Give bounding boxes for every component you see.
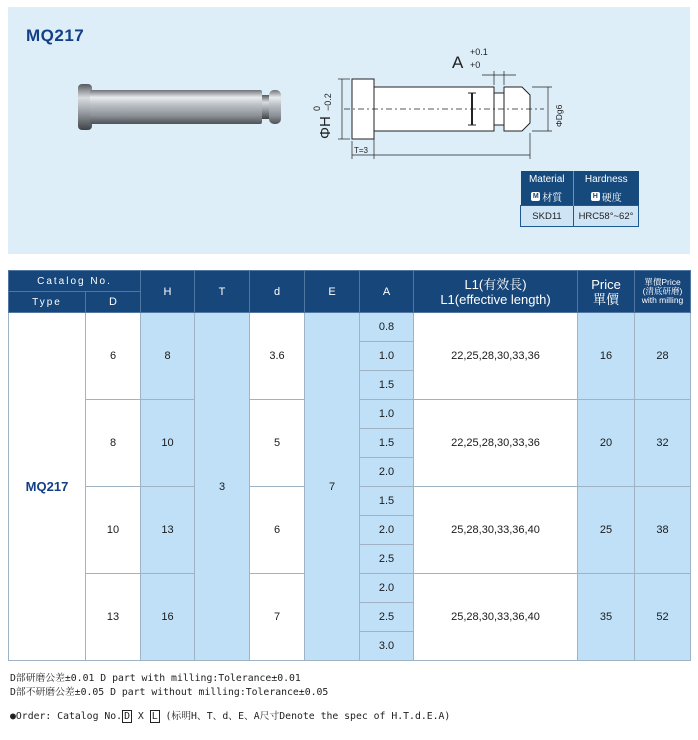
spec-table-body — [9, 313, 691, 661]
dim-t-label: T=3 — [354, 146, 369, 155]
material-badge-icon: M — [532, 193, 539, 200]
order-instruction — [10, 708, 450, 723]
tolerance-note-milling: D部研磨公差±0.01 D part with milling:Tolerance±0.01 — [10, 673, 301, 684]
l1-header-en: L1(effective length) — [440, 291, 551, 307]
product-photo — [62, 71, 292, 141]
type-cell: MQ217 — [9, 313, 86, 661]
a-cell: 0.8 — [360, 313, 414, 342]
order-x: X — [137, 711, 144, 722]
a-header: A — [360, 271, 414, 313]
order-suffix: (标明H、T、d、E、A尺寸Denote the spec of H.T.d.E.A) — [165, 711, 451, 722]
dim-h-label: ΦH — [317, 116, 334, 139]
price-header-cn: 單價 — [592, 291, 619, 307]
material-header-cn — [521, 188, 574, 206]
price-header-en: Price — [591, 276, 621, 292]
product-header-panel — [8, 7, 690, 254]
a-cell: 1.5 — [360, 429, 414, 458]
d-upper-header: D — [86, 292, 141, 313]
a-cell: 1.5 — [360, 487, 414, 516]
type-header: Type — [9, 292, 86, 313]
h-cell: 16 — [141, 574, 195, 661]
h-cell: 8 — [141, 313, 195, 400]
material-value: SKD11 — [521, 206, 574, 227]
a-cell: 2.0 — [360, 516, 414, 545]
l1-cell: 25,28,30,33,36,40 — [414, 574, 578, 661]
h-cell: 13 — [141, 487, 195, 574]
a-cell: 3.0 — [360, 632, 414, 661]
dimension-drawing — [304, 35, 594, 171]
price-milling-header-3: with milling — [641, 295, 684, 305]
price-milling-header-1: 單價Price — [644, 277, 681, 287]
l1-cell: 22,25,28,30,33,36 — [414, 313, 578, 400]
t-header: T — [195, 271, 250, 313]
hardness-badge-icon: H — [592, 193, 598, 200]
a-cell: 2.5 — [360, 545, 414, 574]
dim-d-label: ΦDg6 — [554, 104, 564, 127]
t-cell: 3 — [195, 313, 250, 661]
a-cell: 1.5 — [360, 371, 414, 400]
price-cell: 25 — [578, 487, 635, 574]
price-header — [578, 271, 635, 313]
dim-h-upper: 0 — [312, 105, 322, 111]
spec-table — [8, 270, 691, 661]
hardness-value: HRC58°~62° — [574, 206, 639, 227]
l1-header-cn: L1(有效長) — [464, 276, 527, 292]
l1-cell: 22,25,28,30,33,36 — [414, 400, 578, 487]
catalog-no-header: Catalog No. — [9, 271, 141, 292]
tolerance-notes — [10, 672, 328, 700]
dim-a-upper: +0.1 — [470, 47, 488, 57]
price-cell: 16 — [578, 313, 635, 400]
a-cell: 2.0 — [360, 574, 414, 603]
order-prefix: ●Order: Catalog No. — [10, 711, 123, 722]
model-title: MQ217 — [26, 26, 85, 45]
order-l-box: L — [151, 711, 158, 722]
d-cell: 10 — [86, 487, 141, 574]
d-lower-header: d — [250, 271, 305, 313]
hardness-header-cn — [574, 188, 639, 206]
table-row — [9, 313, 691, 342]
material-header-en: Material — [521, 171, 574, 188]
material-table — [520, 171, 639, 227]
h-header: H — [141, 271, 195, 313]
order-d-box: D — [124, 711, 130, 722]
price-milling-cell: 32 — [635, 400, 691, 487]
a-cell: 2.5 — [360, 603, 414, 632]
a-cell: 2.0 — [360, 458, 414, 487]
price-milling-cell: 28 — [635, 313, 691, 400]
price-cell: 35 — [578, 574, 635, 661]
e-header: E — [305, 271, 360, 313]
l1-header — [414, 271, 578, 313]
a-cell: 1.0 — [360, 400, 414, 429]
hardness-header-cn-text: 硬度 — [601, 193, 622, 204]
price-milling-cell: 52 — [635, 574, 691, 661]
d-lower-cell: 3.6 — [250, 313, 305, 400]
dim-a-lower: +0 — [470, 60, 481, 70]
material-header-cn-text: 材質 — [542, 193, 563, 204]
price-milling-cell: 38 — [635, 487, 691, 574]
h-cell: 10 — [141, 400, 195, 487]
dim-h-lower: −0.2 — [323, 93, 333, 111]
tolerance-note-no-milling: D部不研磨公差±0.05 D part without milling:Tolerance±0.05 — [10, 687, 329, 698]
a-cell: 1.0 — [360, 342, 414, 371]
price-milling-header — [635, 271, 691, 313]
d-lower-cell: 6 — [250, 487, 305, 574]
dim-a-label: A — [452, 53, 464, 72]
d-cell: 13 — [86, 574, 141, 661]
d-lower-cell: 5 — [250, 400, 305, 487]
d-cell: 6 — [86, 313, 141, 400]
e-cell: 7 — [305, 313, 360, 661]
l1-cell: 25,28,30,33,36,40 — [414, 487, 578, 574]
hardness-header-en: Hardness — [574, 171, 639, 188]
d-lower-cell: 7 — [250, 574, 305, 661]
d-cell: 8 — [86, 400, 141, 487]
price-cell: 20 — [578, 400, 635, 487]
price-milling-header-2: (清底研磨) — [642, 286, 683, 296]
